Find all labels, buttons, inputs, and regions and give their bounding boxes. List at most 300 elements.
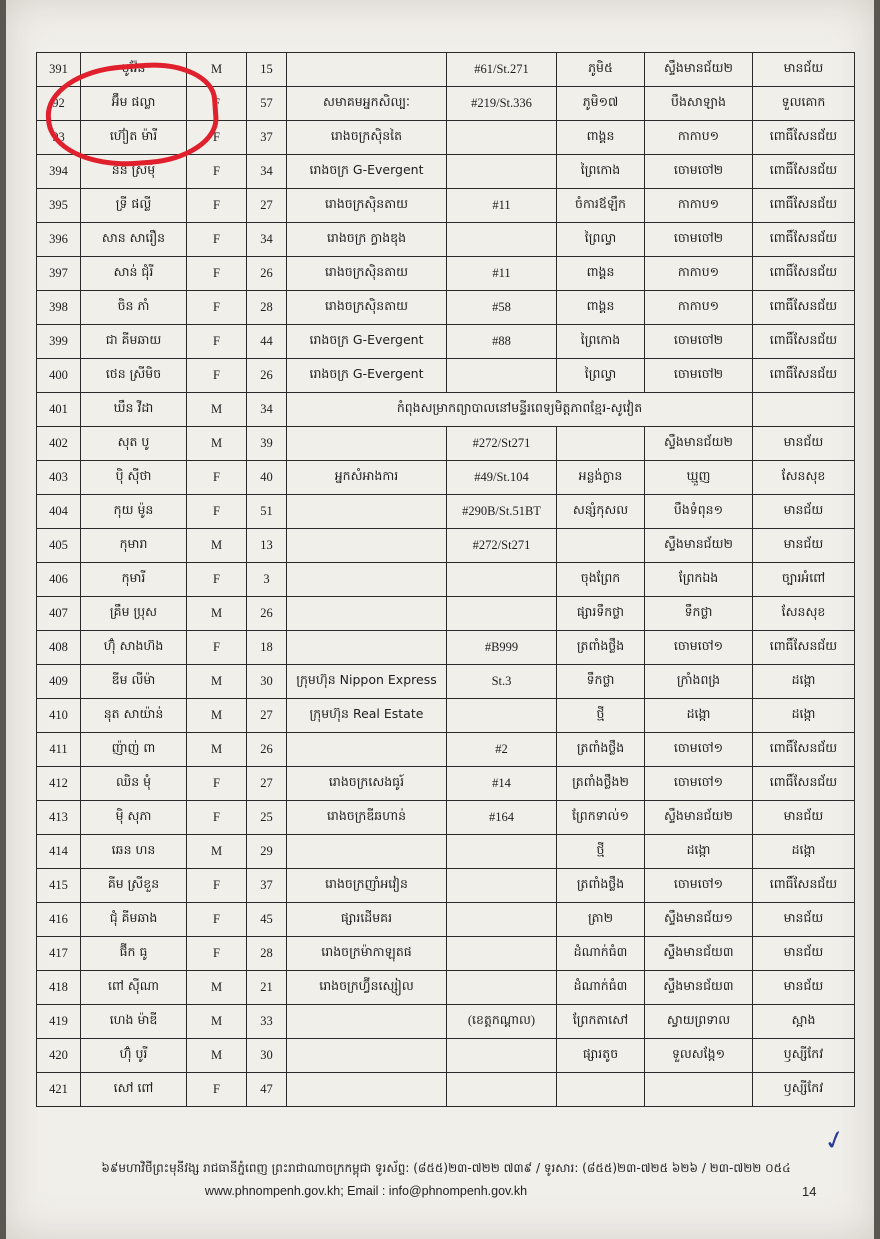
cell-age: 15	[247, 53, 287, 87]
cell-occupation: រោងចក្រស៊ិនតាយ	[287, 189, 447, 223]
cell-name: ហ៊ុំ សាងហ៊ង	[81, 631, 187, 665]
cell-commune: ចោមចៅ១	[645, 767, 753, 801]
cell-age: 18	[247, 631, 287, 665]
cell-address	[447, 223, 557, 257]
table-row	[37, 155, 855, 189]
cell-age: 39	[247, 427, 287, 461]
cell-age: 51	[247, 495, 287, 529]
cell-sex: F	[187, 155, 247, 189]
cell-commune: កាកាប១	[645, 291, 753, 325]
cell-occupation	[287, 835, 447, 869]
cell-occupation	[287, 733, 447, 767]
cell-sex: F	[187, 563, 247, 597]
cell-age: 26	[247, 597, 287, 631]
cell-number: 394	[37, 155, 81, 189]
cell-sex: M	[187, 529, 247, 563]
cell-name: កុមារា	[81, 529, 187, 563]
cell-district: ពោធិ៍សែនជ័យ	[753, 359, 855, 393]
cell-district: ពោធិ៍សែនជ័យ	[753, 257, 855, 291]
cell-number: 395	[37, 189, 81, 223]
cell-village: សន្សំកុសល	[557, 495, 645, 529]
cell-name: សៅ ពៅ	[81, 1073, 187, 1107]
cell-name: កុមារី	[81, 563, 187, 597]
cell-commune: បឹងសាឡាង	[645, 87, 753, 121]
cell-district: ទួលគោក	[753, 87, 855, 121]
cell-age: 28	[247, 937, 287, 971]
cell-name: ជា គីមឆាយ	[81, 325, 187, 359]
cell-number: 400	[37, 359, 81, 393]
cell-number: 405	[37, 529, 81, 563]
cell-name: ពៅ ស៊ីណា	[81, 971, 187, 1005]
cell-name: ឌីម លីម៉ា	[81, 665, 187, 699]
cell-village: ព្រៃកោង	[557, 155, 645, 189]
cell-sex: F	[187, 189, 247, 223]
cell-address: #219/St.336	[447, 87, 557, 121]
cell-commune: ស្ទឹងមានជ័យ១	[645, 903, 753, 937]
cell-sex: F	[187, 257, 247, 291]
cell-age: 34	[247, 155, 287, 189]
cell-note: កំពុងសម្រាកព្យាបាលនៅមន្ទីរពេទ្យមិត្តភាពខ្មែរ-សូវៀត	[287, 393, 753, 427]
cell-age: 13	[247, 529, 287, 563]
cell-name: នុត សាយ៉ាន់	[81, 699, 187, 733]
cell-village: ព្រៃកោង	[557, 325, 645, 359]
cell-commune: ចោមចៅ២	[645, 223, 753, 257]
cell-number: 415	[37, 869, 81, 903]
cell-district: ដង្កោ	[753, 699, 855, 733]
cell-name: មុិ សុភា	[81, 801, 187, 835]
table-row	[37, 767, 855, 801]
cell-commune: ដង្កោ	[645, 699, 753, 733]
cell-name: ឆេន ហន	[81, 835, 187, 869]
cell-sex: F	[187, 1073, 247, 1107]
cell-sex: F	[187, 223, 247, 257]
page-number: 14	[802, 1184, 817, 1199]
cell-address	[447, 971, 557, 1005]
cell-number: 420	[37, 1039, 81, 1073]
cell-name: ញ៉ាញ់ ពា	[81, 733, 187, 767]
table-row	[37, 427, 855, 461]
cell-village: ផ្សារទឹកថ្លា	[557, 597, 645, 631]
cell-number: 411	[37, 733, 81, 767]
cell-sex: M	[187, 1005, 247, 1039]
cell-sex: F	[187, 87, 247, 121]
cell-age: 26	[247, 359, 287, 393]
cell-commune: ក្រាំងពង្រ	[645, 665, 753, 699]
cell-village: ត្រពាំងថ្លឹង២	[557, 767, 645, 801]
cell-address: (ខេត្តកណ្ដាល)	[447, 1005, 557, 1039]
table-row	[37, 1005, 855, 1039]
cell-commune: ទួលសង្កែ១	[645, 1039, 753, 1073]
cell-name: សាន សារឿន	[81, 223, 187, 257]
cell-name: គ្រឹម ប្រុស	[81, 597, 187, 631]
cell-district: មានជ័យ	[753, 495, 855, 529]
cell-number: 406	[37, 563, 81, 597]
cell-commune: កាកាប១	[645, 257, 753, 291]
cell-address	[447, 903, 557, 937]
cell-village: ត្រពាំងថ្លឹង	[557, 733, 645, 767]
cell-commune: បឹងទំពុន១	[645, 495, 753, 529]
cell-district: ឫស្សីកែវ	[753, 1039, 855, 1073]
roster-table	[36, 52, 855, 1107]
cell-commune: កាកាប១	[645, 121, 753, 155]
table-row	[37, 597, 855, 631]
cell-commune: ចោមចៅ២	[645, 325, 753, 359]
cell-number: 404	[37, 495, 81, 529]
cell-sex: M	[187, 393, 247, 427]
cell-commune: ស្ទឹងមានជ័យ២	[645, 53, 753, 87]
cell-village: ចំការឪឡឹក	[557, 189, 645, 223]
table-row	[37, 903, 855, 937]
cell-number: 93	[37, 121, 81, 155]
cell-name: បូវ៉ែន	[81, 53, 187, 87]
cell-occupation: រោងចក្រឌីឆហាន់	[287, 801, 447, 835]
handwritten-check-mark: ✓	[820, 1123, 850, 1159]
cell-commune: ចោមចៅ២	[645, 359, 753, 393]
cell-district: ពោធិ៍សែនជ័យ	[753, 325, 855, 359]
table-row	[37, 87, 855, 121]
table-row	[37, 223, 855, 257]
document-page	[6, 0, 874, 1239]
cell-name: ឈិន មុំ	[81, 767, 187, 801]
cell-address	[447, 1039, 557, 1073]
cell-occupation	[287, 427, 447, 461]
cell-village	[557, 529, 645, 563]
cell-age: 34	[247, 223, 287, 257]
cell-number: 402	[37, 427, 81, 461]
cell-name: ទ្រី ផល្លី	[81, 189, 187, 223]
cell-sex: M	[187, 835, 247, 869]
cell-age: 40	[247, 461, 287, 495]
table-row	[37, 121, 855, 155]
cell-address: #61/St.271	[447, 53, 557, 87]
cell-occupation: រោងចក្រ G-Evergent	[287, 325, 447, 359]
table-row	[37, 359, 855, 393]
cell-commune: ស្ទឹងមានជ័យ២	[645, 801, 753, 835]
cell-sex: F	[187, 461, 247, 495]
cell-name: ចិន ភាំ	[81, 291, 187, 325]
cell-name: ហ៊ៀត ម៉ារី	[81, 121, 187, 155]
cell-occupation: រោងចក្រស៊ិនតៃ	[287, 121, 447, 155]
cell-age: 27	[247, 189, 287, 223]
cell-district: ពោធិ៍សែនជ័យ	[753, 869, 855, 903]
cell-commune: ចោមចៅ២	[645, 155, 753, 189]
cell-district: ពោធិ៍សែនជ័យ	[753, 767, 855, 801]
cell-age: 47	[247, 1073, 287, 1107]
cell-number: 396	[37, 223, 81, 257]
cell-address: #88	[447, 325, 557, 359]
cell-name: ប៉ិ ស៊ីថា	[81, 461, 187, 495]
cell-age: 25	[247, 801, 287, 835]
cell-age: 37	[247, 121, 287, 155]
cell-number: 403	[37, 461, 81, 495]
table-row	[37, 495, 855, 529]
cell-age: 37	[247, 869, 287, 903]
cell-number: 410	[37, 699, 81, 733]
cell-commune: ទឹកថ្លា	[645, 597, 753, 631]
table-row	[37, 869, 855, 903]
cell-commune	[645, 1073, 753, 1107]
cell-commune: ចោមចៅ១	[645, 869, 753, 903]
cell-address: #49/St.104	[447, 461, 557, 495]
cell-number: 414	[37, 835, 81, 869]
cell-commune: ស្ទឹងមានជ័យ២	[645, 427, 753, 461]
cell-number: 409	[37, 665, 81, 699]
cell-occupation: រោងចក្រហ្វ៊ីនស្សៀល	[287, 971, 447, 1005]
cell-occupation: រោងចក្រ ក្វាងឌុង	[287, 223, 447, 257]
cell-occupation: រោងចក្រ G-Evergent	[287, 155, 447, 189]
cell-sex: F	[187, 291, 247, 325]
cell-sex: F	[187, 937, 247, 971]
cell-age: 34	[247, 393, 287, 427]
cell-age: 27	[247, 767, 287, 801]
cell-age: 57	[247, 87, 287, 121]
cell-name: សាន់ ជុំរី	[81, 257, 187, 291]
cell-address	[447, 121, 557, 155]
cell-name: ឃឹន វីដា	[81, 393, 187, 427]
cell-district: មានជ័យ	[753, 427, 855, 461]
cell-village: អន្លង់ក្ងាន	[557, 461, 645, 495]
cell-occupation: ផ្សារដើមគរ	[287, 903, 447, 937]
cell-occupation: រោងចក្រម៉ាកាឡុតផ	[287, 937, 447, 971]
cell-number: 419	[37, 1005, 81, 1039]
table-row	[37, 937, 855, 971]
cell-sex: F	[187, 631, 247, 665]
cell-sex: F	[187, 869, 247, 903]
cell-name: សុត បូ	[81, 427, 187, 461]
cell-village: ទឹកថ្លា	[557, 665, 645, 699]
cell-village: ត្រពាំងថ្លឹង	[557, 869, 645, 903]
cell-address: St.3	[447, 665, 557, 699]
cell-address: #58	[447, 291, 557, 325]
cell-sex: M	[187, 699, 247, 733]
cell-address: #2	[447, 733, 557, 767]
cell-village	[557, 427, 645, 461]
cell-address: #164	[447, 801, 557, 835]
cell-district: ពោធិ៍សែនជ័យ	[753, 189, 855, 223]
cell-age: 26	[247, 257, 287, 291]
cell-address	[447, 359, 557, 393]
cell-address	[447, 835, 557, 869]
cell-address: #11	[447, 257, 557, 291]
cell-district	[753, 393, 855, 427]
table-row	[37, 189, 855, 223]
cell-sex: M	[187, 971, 247, 1005]
cell-number: 401	[37, 393, 81, 427]
cell-occupation	[287, 1039, 447, 1073]
table-row	[37, 699, 855, 733]
cell-address: #14	[447, 767, 557, 801]
cell-occupation: ក្រុមហ៊ុន Nippon Express	[287, 665, 447, 699]
cell-commune: ចោមចៅ១	[645, 631, 753, 665]
cell-village: ព្រែកតាសៅ	[557, 1005, 645, 1039]
table-row	[37, 325, 855, 359]
cell-village: ព្រៃល្វា	[557, 359, 645, 393]
cell-district: ពោធិ៍សែនជ័យ	[753, 121, 855, 155]
cell-age: 29	[247, 835, 287, 869]
cell-number: 399	[37, 325, 81, 359]
cell-name: កុយ ម៉ូន	[81, 495, 187, 529]
cell-sex: F	[187, 325, 247, 359]
cell-district: ពោធិ៍សែនជ័យ	[753, 733, 855, 767]
cell-sex: F	[187, 903, 247, 937]
cell-age: 30	[247, 665, 287, 699]
cell-occupation: ក្រុមហ៊ុន Real Estate	[287, 699, 447, 733]
cell-commune: ស្វាយព្រទាល	[645, 1005, 753, 1039]
cell-number: 412	[37, 767, 81, 801]
cell-name: ថេន ស្រីមិច	[81, 359, 187, 393]
cell-district: ដង្កោ	[753, 835, 855, 869]
table-row	[37, 1039, 855, 1073]
cell-village: ពាង្គន	[557, 121, 645, 155]
cell-district: ស្អាង	[753, 1005, 855, 1039]
cell-district: ពោធិ៍សែនជ័យ	[753, 291, 855, 325]
cell-district: សែនសុខ	[753, 461, 855, 495]
cell-age: 27	[247, 699, 287, 733]
cell-commune: ស្ទឹងមានជ័យ៣	[645, 937, 753, 971]
cell-commune: ឃ្មួញ	[645, 461, 753, 495]
cell-name: ផ៊ីក ធូ	[81, 937, 187, 971]
cell-district: ពោធិ៍សែនជ័យ	[753, 631, 855, 665]
cell-address	[447, 937, 557, 971]
cell-occupation	[287, 563, 447, 597]
cell-address	[447, 155, 557, 189]
cell-occupation	[287, 53, 447, 87]
cell-number: 418	[37, 971, 81, 1005]
cell-sex: M	[187, 665, 247, 699]
cell-village: ដំណាក់ធំ៣	[557, 971, 645, 1005]
cell-village: ដំណាក់ធំ៣	[557, 937, 645, 971]
cell-village: ព្រៃល្វា	[557, 223, 645, 257]
cell-village: ព្រែកទាល់១	[557, 801, 645, 835]
cell-name: គីម ស្រីខួន	[81, 869, 187, 903]
cell-village: ភូមិ៥	[557, 53, 645, 87]
cell-commune: ដង្កោ	[645, 835, 753, 869]
table-row	[37, 529, 855, 563]
cell-number: 413	[37, 801, 81, 835]
cell-sex: M	[187, 427, 247, 461]
cell-occupation	[287, 529, 447, 563]
cell-village	[557, 1073, 645, 1107]
footer-address: ៦៩មហាវិថីព្រះមុនីវង្ស រាជធានីភ្នំពេញ ព្រះរាជាណាចក្រកម្ពុជា ទូរស័ព្ទ: (៨៥៥)២៣-៧២២ ៧៣៩ / ទូរសារ: (៨៥៥)២៣-៧២៥ ៦២៦ / ២៣-៧២២ ០៥៤	[101, 1161, 791, 1175]
table-row	[37, 53, 855, 87]
cell-number: 92	[37, 87, 81, 121]
cell-age: 45	[247, 903, 287, 937]
cell-address: #272/St271	[447, 529, 557, 563]
cell-village: ថ្មី	[557, 699, 645, 733]
cell-district: ពោធិ៍សែនជ័យ	[753, 223, 855, 257]
cell-sex: M	[187, 733, 247, 767]
cell-address	[447, 563, 557, 597]
cell-occupation: រោងចក្រស៊ិនតាយ	[287, 257, 447, 291]
cell-sex: F	[187, 359, 247, 393]
cell-sex: F	[187, 801, 247, 835]
cell-commune: ចោមចៅ១	[645, 733, 753, 767]
cell-sex: F	[187, 121, 247, 155]
table-row	[37, 563, 855, 597]
cell-number: 408	[37, 631, 81, 665]
cell-village: ពាង្គន	[557, 291, 645, 325]
cell-village: ពាង្គន	[557, 257, 645, 291]
cell-number: 398	[37, 291, 81, 325]
cell-district: ដង្កោ	[753, 665, 855, 699]
cell-district: ពោធិ៍សែនជ័យ	[753, 155, 855, 189]
cell-name: នន ស្រីមុំ	[81, 155, 187, 189]
cell-occupation	[287, 495, 447, 529]
table-row	[37, 461, 855, 495]
cell-occupation: រោងចក្រសេងធូរ៍	[287, 767, 447, 801]
cell-age: 30	[247, 1039, 287, 1073]
cell-occupation: អ្នកសំអាងការ	[287, 461, 447, 495]
cell-address	[447, 1073, 557, 1107]
cell-district: មានជ័យ	[753, 529, 855, 563]
table-row	[37, 835, 855, 869]
cell-commune: ព្រែកឯង	[645, 563, 753, 597]
cell-age: 44	[247, 325, 287, 359]
cell-sex: F	[187, 767, 247, 801]
cell-village: ចុងព្រែក	[557, 563, 645, 597]
cell-name: ហ៊ុំ បូរី	[81, 1039, 187, 1073]
cell-occupation: សមាគមអ្នកសិល្បៈ	[287, 87, 447, 121]
cell-occupation: រោងចក្រ G-Evergent	[287, 359, 447, 393]
cell-occupation	[287, 1073, 447, 1107]
cell-occupation	[287, 1005, 447, 1039]
cell-occupation	[287, 631, 447, 665]
table-row	[37, 631, 855, 665]
cell-address	[447, 597, 557, 631]
table-row	[37, 665, 855, 699]
cell-sex: M	[187, 597, 247, 631]
cell-number: 397	[37, 257, 81, 291]
table-row	[37, 733, 855, 767]
cell-village: ថ្មី	[557, 835, 645, 869]
cell-district: ឫស្សីកែវ	[753, 1073, 855, 1107]
cell-name: អ៊ឹម ផល្លា	[81, 87, 187, 121]
cell-commune: ស្ទឹងមានជ័យ៣	[645, 971, 753, 1005]
cell-address: #272/St271	[447, 427, 557, 461]
cell-number: 391	[37, 53, 81, 87]
cell-number: 417	[37, 937, 81, 971]
cell-number: 421	[37, 1073, 81, 1107]
cell-name: ហេង ម៉ាឌី	[81, 1005, 187, 1039]
cell-age: 26	[247, 733, 287, 767]
cell-district: មានជ័យ	[753, 801, 855, 835]
cell-age: 28	[247, 291, 287, 325]
table-row	[37, 291, 855, 325]
table-row	[37, 801, 855, 835]
cell-occupation: រោងចក្រស៊ិនតាយ	[287, 291, 447, 325]
cell-district: មានជ័យ	[753, 937, 855, 971]
cell-village: ត្រពាំងថ្លឹង	[557, 631, 645, 665]
cell-sex: M	[187, 53, 247, 87]
cell-sex: F	[187, 495, 247, 529]
roster-body	[37, 53, 855, 1107]
cell-address	[447, 869, 557, 903]
table-row	[37, 971, 855, 1005]
cell-district: សែនសុខ	[753, 597, 855, 631]
cell-age: 3	[247, 563, 287, 597]
cell-address	[447, 699, 557, 733]
cell-number: 407	[37, 597, 81, 631]
cell-number: 416	[37, 903, 81, 937]
cell-village: ផ្សារតូច	[557, 1039, 645, 1073]
cell-name: ជុំ គីមឆាង	[81, 903, 187, 937]
footer-contact: www.phnompenh.gov.kh; Email : info@phnompenh.gov.kh	[204, 1184, 528, 1198]
cell-village: ត្រា២	[557, 903, 645, 937]
cell-commune: កាកាប១	[645, 189, 753, 223]
cell-district: មានជ័យ	[753, 53, 855, 87]
cell-village: ភូមិ១៧	[557, 87, 645, 121]
table-row	[37, 1073, 855, 1107]
